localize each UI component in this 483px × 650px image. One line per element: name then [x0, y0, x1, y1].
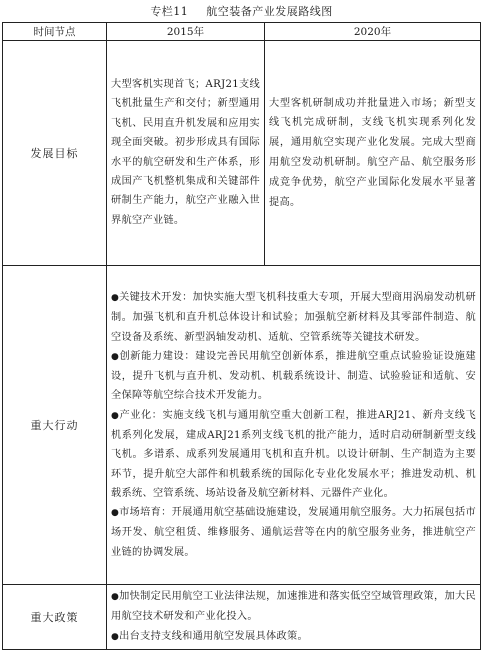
actions-item-innovation	[111, 347, 476, 406]
roadmap-table	[2, 22, 481, 650]
bullet-icon: ●	[111, 592, 120, 602]
policy-row	[3, 585, 481, 650]
policy-cell	[107, 585, 481, 650]
bullet-icon: ●	[111, 292, 120, 303]
policy-item-text: 出台支持支线和通用航空发展具体政策。	[119, 630, 308, 642]
actions-item-industrialization	[111, 406, 476, 503]
actions-item-text: 创新能力建设：建设完善民用航空创新体系，推进航空重点试验验证设施建设，提升飞机与直升机、发动机、机载系统设计、制造、试验验证和适航、安全保障等航空综合技术开发能力。	[111, 350, 476, 402]
goals-row	[3, 41, 481, 266]
actions-item-market	[111, 503, 476, 562]
header-time-node: 时间节点	[3, 23, 107, 41]
goals-2020-cell	[265, 41, 481, 266]
goals-2015-text: 大型客机实现首飞；ARJ21支线飞机批量生产和交付；新型通用飞机、民用直升机发展和应用实现全面突破。初步形成具有国际水平的航空研发和生产体系，形成国产飞机整机集成和关键部件研制生产能力，航空产业融入世界航空产业链。	[111, 78, 260, 226]
actions-label: 重大行动	[3, 266, 107, 585]
actions-cell	[107, 266, 481, 585]
actions-item-text: 关键技术开发：加快实施大型飞机科技重大专项，开展大型商用涡扇发动机研制。加强飞机和直升机总体设计和试验；加强航空新材料及其零部件制造、航空设备及系统、新型涡轴发动机、适航、空管系统等关键技术研发。	[111, 291, 477, 343]
policy-label: 重大政策	[3, 585, 107, 650]
box-title-column-label: 专栏11	[150, 5, 189, 18]
header-2015: 2015年	[107, 23, 265, 41]
bullet-icon: ●	[111, 410, 120, 421]
actions-item-text: 市场培育：开展通用航空基础设施建设，发展通用航空服务。大力拓展包括市场开发、航空租赁、维修服务、通航运营等在内的航空服务业务，推进航空产业链的协调发展。	[111, 507, 477, 558]
box-title	[0, 3, 483, 21]
goals-2020-text: 大型客机研制成功并批量进入市场；新型支线飞机完成研制，支线飞机实现系列化发展，通用航空实现产业化发展。完成大型商用航空发动机研制。航空产品、航空服务形成竞争优势，航空产业国际化发展水平显著提高。	[269, 97, 476, 208]
header-2020: 2020年	[265, 23, 481, 41]
bullet-icon: ●	[111, 351, 120, 362]
actions-item-text: 产业化：实施支线飞机与通用航空重大创新工程，推进ARJ21、新舟支线飞机系列化发展，建成ARJ21系列支线飞机的批产能力，适时启动研制新型支线飞机。多谱系、成系列发展通用飞机和直升机。以设计研制、生产制造为主要环节，提升航空大部件和机载系统的国际化专业化发展水平；推进发动机、机载系统、空管系统、场站设备及航空新材料、元器件产业化。	[111, 409, 476, 499]
policy-item-regulation	[111, 587, 476, 627]
goals-label: 发展目标	[3, 41, 107, 266]
actions-item-key-tech	[111, 288, 476, 347]
bullet-icon: ●	[111, 508, 120, 519]
box-title-heading: 航空装备产业发展路线图	[206, 5, 333, 18]
policy-item-support	[111, 627, 476, 647]
bullet-icon: ●	[111, 631, 120, 642]
header-row	[3, 23, 481, 41]
goals-2015-cell	[107, 41, 265, 266]
policy-item-text: 加快制定民用航空工业法律法规，加速推进和落实低空空域管理政策，加大民用航空技术研发和产业化投入。	[111, 591, 477, 623]
actions-row	[3, 266, 481, 585]
